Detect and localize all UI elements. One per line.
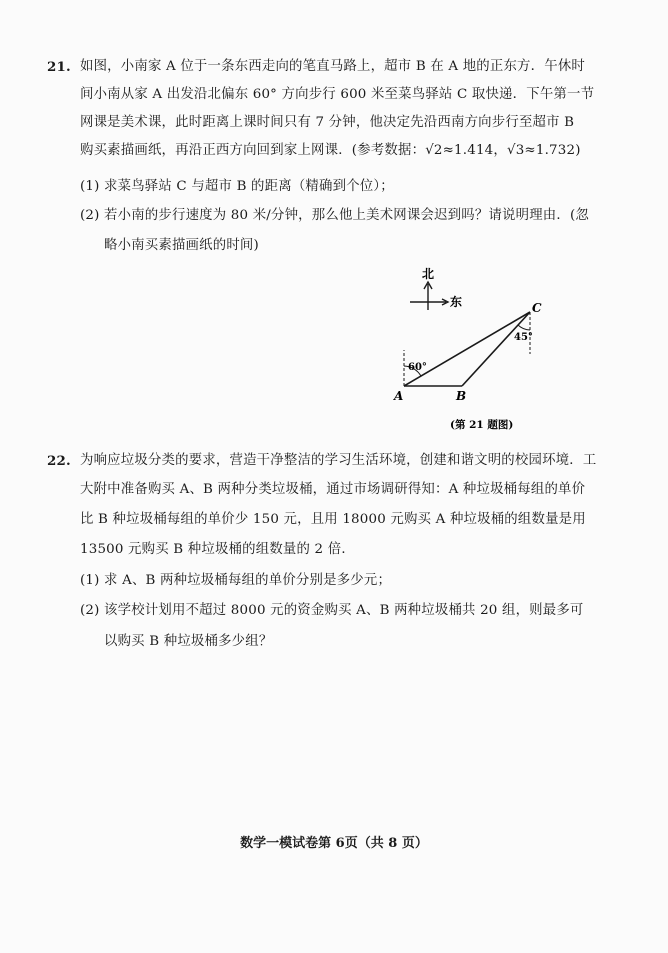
- q21-text-line-2: 间小南从家 A 出发沿北偏东 60° 方向步行 600 米至菜鸟驿站 C 取快递．下午第一节: [80, 87, 595, 102]
- q22-subquestion-1: (1) 求 A、B 两种垃圾桶每组的单价分别是多少元；: [80, 573, 392, 588]
- q22-subquestion-2-line-1: (2) 该学校计划用不超过 8000 元的资金购买 A、B 两种垃圾桶共 20 组，则最多可: [80, 603, 584, 618]
- q22-text-line-2: 大附中准备购买 A、B 两种分类垃圾桶，通过市场调研得知：A 种垃圾桶每组的单价: [80, 482, 586, 497]
- compass-icon: [410, 282, 448, 310]
- figure-caption: (第 21 题图): [450, 419, 514, 431]
- page-footer: 数学一模试卷第 6页（共 8 页）: [240, 836, 428, 851]
- q21-figure: [380, 262, 560, 434]
- north-label: 北: [422, 267, 435, 281]
- q22-subquestion-2-line-2: 以购买 B 种垃圾桶多少组？: [104, 634, 273, 649]
- point-c-label: C: [532, 301, 542, 315]
- q22-text-line-1: 为响应垃圾分类的要求，营造干净整洁的学习生活环境，创建和谐文明的校园环境．工: [80, 453, 597, 468]
- triangle-abc: [404, 312, 530, 386]
- q21-subquestion-1: (1) 求菜鸟驿站 C 与超市 B 的距离（精确到个位）；: [80, 179, 394, 194]
- q21-subquestion-2-line-2: 略小南买素描画纸的时间): [104, 238, 259, 253]
- q22-text-line-3: 比 B 种垃圾桶每组的单价少 150 元，且用 18000 元购买 A 种垃圾桶的组数量是用: [80, 512, 586, 527]
- q22-number: 22.: [47, 453, 71, 469]
- angle-a-label: 60°: [408, 362, 427, 373]
- q21-number: 21.: [47, 59, 71, 75]
- point-b-label: B: [456, 389, 467, 403]
- q21-text-line-1: 如图，小南家 A 位于一条东西走向的笔直马路上，超市 B 在 A 地的正东方．午休时: [80, 59, 586, 74]
- angle-c-label: 45°: [514, 332, 533, 343]
- point-a-label: A: [394, 389, 404, 403]
- q22-text-line-4: 13500 元购买 B 种垃圾桶的组数量的 2 倍．: [80, 542, 355, 557]
- q21-text-line-3: 网课是美术课，此时距离上课时间只有 7 分钟，他决定先沿西南方向步行至超市 B: [80, 115, 575, 130]
- east-label: 东: [450, 295, 463, 309]
- q21-text-line-4: 购买素描画纸，再沿正西方向回到家上网课．(参考数据：√2≈1.414，√3≈1.732): [80, 143, 581, 158]
- q21-subquestion-2-line-1: (2) 若小南的步行速度为 80 米/分钟，那么他上美术网课会迟到吗？请说明理由．(忽: [80, 208, 590, 223]
- angle-arc-c: [518, 325, 530, 330]
